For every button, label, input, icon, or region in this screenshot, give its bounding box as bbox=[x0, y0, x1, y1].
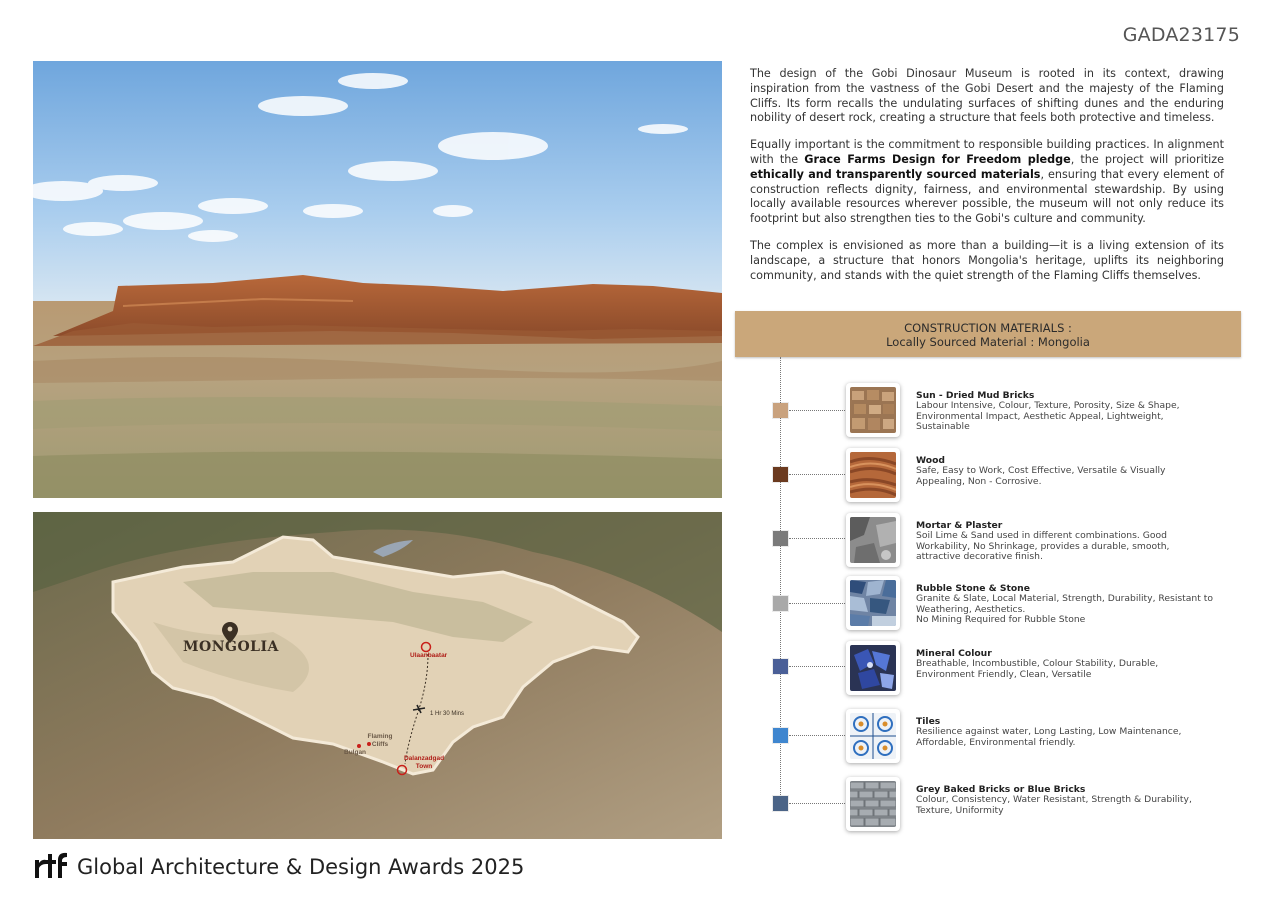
material-description: Mineral Colour Breathable, Incombustible, Colour Stability, Durable, Environment Friendly, Clean, Versatile bbox=[916, 649, 1216, 680]
mineral-photo-icon bbox=[846, 641, 900, 695]
description-paragraph-1: The design of the Gobi Dinosaur Museum is rooted in its context, drawing inspiration from the vastness of the Gobi Desert and the majesty of the Flaming Cliffs. Its form recalls the undulating surfaces of shifting dunes and the enduring nobility of desert rock, creating a structure that feels both protective and timeless. bbox=[750, 67, 1224, 125]
material-swatch bbox=[773, 403, 788, 418]
material-name: Tiles bbox=[916, 716, 941, 727]
materials-highlight: ethically and transparently sourced materials bbox=[750, 167, 1041, 181]
map-flight-time-label: 1 Hr 30 Mins bbox=[430, 711, 465, 717]
material-swatch bbox=[773, 467, 788, 482]
footer-title: Global Architecture & Design Awards 2025 bbox=[77, 855, 525, 879]
material-name: Rubble Stone & Stone bbox=[916, 583, 1030, 594]
grey-bricks-photo-icon bbox=[846, 777, 900, 831]
material-description: Sun - Dried Mud Bricks Labour Intensive, Colour, Texture, Porosity, Size & Shape, Environmental Impact, Aesthetic Appeal, Lightweight, Sustainable bbox=[916, 391, 1216, 433]
map-town1-label: Bulgan bbox=[344, 749, 367, 756]
map-town2-label: Dalanzadgad Town bbox=[403, 755, 445, 770]
rtf-logo-icon bbox=[33, 848, 69, 880]
materials-title: CONSTRUCTION MATERIALS : bbox=[904, 321, 1072, 335]
material-swatch bbox=[773, 596, 788, 611]
stone-photo-icon bbox=[846, 576, 900, 630]
mortar-photo-icon bbox=[846, 513, 900, 567]
wood-photo-icon bbox=[846, 448, 900, 502]
pledge-highlight: Grace Farms Design for Freedom pledge bbox=[804, 152, 1071, 166]
mongolia-map bbox=[33, 512, 722, 839]
material-item bbox=[773, 641, 1233, 697]
map-country-label: MONGOLIA bbox=[183, 639, 279, 655]
material-description: Wood Safe, Easy to Work, Cost Effective, Versatile & Visually Appealing, Non - Corrosive. bbox=[916, 456, 1216, 487]
material-swatch bbox=[773, 659, 788, 674]
material-name: Grey Baked Bricks or Blue Bricks bbox=[916, 784, 1086, 795]
material-description: Rubble Stone & Stone Granite & Slate, Local Material, Strength, Durability, Resistant to Weathering, Aesthetics. No Mining Required for Rubble Stone bbox=[916, 584, 1216, 626]
description-paragraph-2: Equally important is the commitment to responsible building practices. In alignment with the Grace Farms Design for Freedom pledge, the project will prioritize ethically and transparently sourced materials, ensuring that every element of construction reflects dignity, fairness, and environmental stewardship. By using locally available resources wherever possible, the museum will not only reduce its footprint but also strengthen ties to the Gobi's culture and community. bbox=[750, 138, 1224, 226]
material-item bbox=[773, 513, 1233, 569]
materials-header bbox=[735, 311, 1241, 357]
materials-subtitle: Locally Sourced Material : Mongolia bbox=[886, 335, 1090, 349]
project-code: GADA23175 bbox=[1122, 24, 1240, 46]
material-item bbox=[773, 448, 1233, 504]
material-item bbox=[773, 709, 1233, 765]
material-name: Wood bbox=[916, 455, 946, 466]
material-item bbox=[773, 576, 1233, 632]
mud-bricks-photo-icon bbox=[846, 383, 900, 437]
footer bbox=[33, 848, 524, 880]
flaming-cliffs-photo bbox=[33, 61, 722, 498]
material-swatch bbox=[773, 728, 788, 743]
material-item bbox=[773, 777, 1233, 833]
material-name: Mortar & Plaster bbox=[916, 520, 1003, 531]
material-swatch bbox=[773, 796, 788, 811]
material-name: Sun - Dried Mud Bricks bbox=[916, 390, 1035, 401]
material-name: Mineral Colour bbox=[916, 648, 992, 659]
material-description: Tiles Resilience against water, Long Lasting, Low Maintenance, Affordable, Environmental friendly. bbox=[916, 717, 1216, 748]
description-paragraph-3: The complex is envisioned as more than a building—it is a living extension of its landscape, a structure that honors Mongolia's heritage, uplifts its neighboring community, and stands with the quiet strength of the Flaming Cliffs themselves. bbox=[750, 238, 1224, 282]
material-description: Mortar & Plaster Soil Lime & Sand used in different combinations. Good Workability, No Shrinkage, provides a durable, smooth, attractive decorative finish. bbox=[916, 521, 1216, 563]
material-description: Grey Baked Bricks or Blue Bricks Colour, Consistency, Water Resistant, Strength & Durability, Texture, Uniformity bbox=[916, 785, 1216, 816]
material-swatch bbox=[773, 531, 788, 546]
material-item bbox=[773, 383, 1233, 439]
tiles-photo-icon bbox=[846, 709, 900, 763]
map-site-label: Flaming Cliffs bbox=[367, 733, 393, 748]
map-capital-label: Ulaanbaatar bbox=[410, 652, 448, 659]
project-description bbox=[750, 67, 1224, 295]
